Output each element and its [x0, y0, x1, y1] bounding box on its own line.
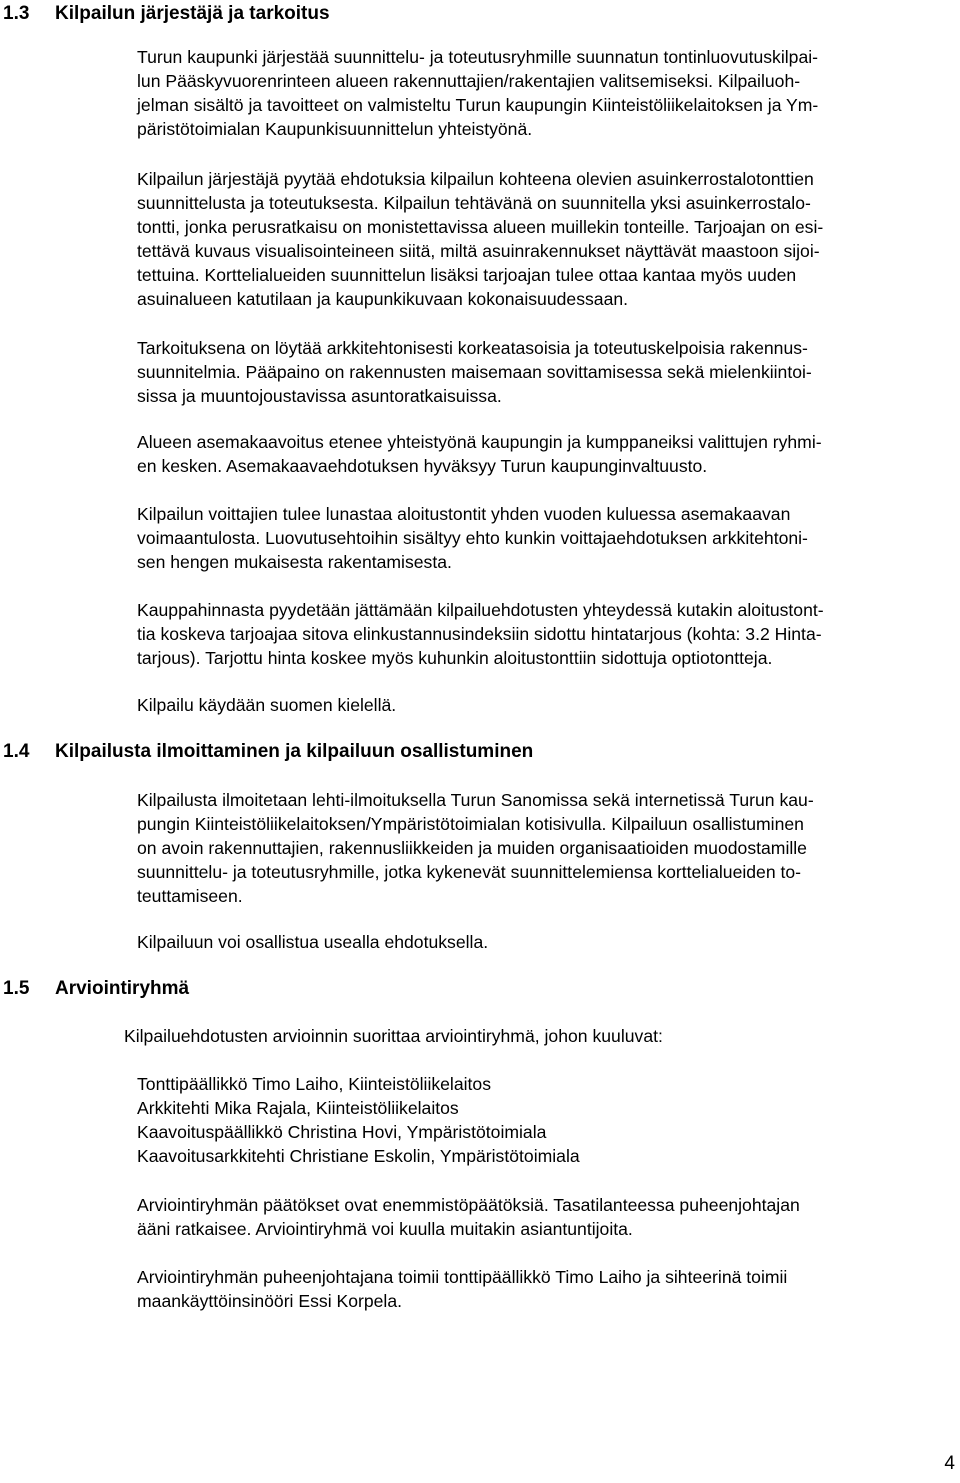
text-line: maankäyttöinsinööri Essi Korpela.	[137, 1291, 403, 1311]
text-line: tettuina. Korttelialueiden suunnittelun lisäksi tarjoajan tulee ottaa kantaa myös uuden	[137, 265, 797, 285]
text-line: tarjous). Tarjottu hinta koskee myös kuhunkin aloitustonttiin sidottuja optiotontteja.	[137, 648, 773, 668]
text-line: Alueen asemakaavoitus etenee yhteistyönä kaupungin ja kumppaneiksi valittujen ryhmi-	[137, 432, 822, 452]
paragraph	[137, 430, 822, 478]
paragraph	[137, 693, 396, 717]
paragraph	[137, 45, 818, 141]
text-line: Kilpailu käydään suomen kielellä.	[137, 695, 397, 715]
text-line: pungin Kiinteistöliikelaitoksen/Ympäristötoimialan kotisivulla. Kilpailuun osallistuminen	[137, 814, 804, 834]
text-line: on avoin rakennuttajien, rakennusliikkeiden ja muiden organisaatioiden muodostamille	[137, 838, 807, 858]
text-line: suunnitelmia. Pääpaino on rakennusten maisemaan sovittamisessa sekä mielenkiintoi-	[137, 362, 812, 382]
text-line: suunnittelusta ja toteutuksesta. Kilpailun tehtävänä on suunnitella yksi asuinkerrostalo-	[137, 193, 811, 213]
text-line: Kilpailun järjestäjä pyytää ehdotuksia kilpailun kohteena olevien asuinkerrostalotonttien	[137, 169, 814, 189]
section-heading-1-5	[3, 977, 189, 1001]
text-line: en kesken. Asemakaavaehdotuksen hyväksyy Turun kaupunginvaltuusto.	[137, 456, 708, 476]
section-heading-1-3	[3, 2, 330, 26]
page-number: 4	[944, 1453, 955, 1474]
text-line: Arviointiryhmän puheenjohtajana toimii tonttipäällikkö Timo Laiho ja sihteerinä toimii	[137, 1267, 788, 1287]
paragraph	[137, 788, 814, 908]
list-item: Tonttipäällikkö Timo Laiho, Kiinteistöliikelaitos	[137, 1074, 492, 1094]
text-line: Turun kaupunki järjestää suunnittelu- ja toteutusryhmille suunnatun tontinluovutuskilpai-	[137, 47, 819, 67]
paragraph	[137, 502, 808, 574]
text-line: lun Pääskyvuorenrinteen alueen rakennuttajien/rakentajien valitsemiseksi. Kilpailuoh-	[137, 71, 801, 91]
paragraph	[124, 1024, 663, 1048]
section-number: 1.4	[3, 741, 30, 762]
text-line: Kauppahinnasta pyydetään jättämään kilpailuehdotusten yhteydessä kutakin aloitustont-	[137, 600, 824, 620]
text-line: sissa ja muuntojoustavissa asuntoratkaisuissa.	[137, 386, 502, 406]
text-line: Kilpailusta ilmoitetaan lehti-ilmoituksella Turun Sanomissa sekä internetissä Turun kau-	[137, 790, 814, 810]
paragraph	[137, 1265, 787, 1313]
text-line: sen hengen mukaisesta rakentamisesta.	[137, 552, 452, 572]
section-heading-1-4	[3, 740, 533, 764]
list-item: Arkkitehti Mika Rajala, Kiinteistöliikelaitos	[137, 1098, 459, 1118]
text-line: Kilpailuehdotusten arvioinnin suorittaa arviointiryhmä, johon kuuluvat:	[124, 1026, 663, 1046]
section-number: 1.5	[3, 978, 30, 999]
text-line: päristötoimialan Kaupunkisuunnittelun yhteistyönä.	[137, 119, 533, 139]
list-item: Kaavoituspäällikkö Christina Hovi, Ympäristötoimiala	[137, 1122, 547, 1142]
text-line: voimaantulosta. Luovutusehtoihin sisältyy ehto kunkin voittajaehdotuksen arkkitehtoni-	[137, 528, 808, 548]
paragraph	[137, 930, 488, 954]
text-line: jelman sisältö ja tavoitteet on valmisteltu Turun kaupungin Kiinteistöliikelaitoksen ja Ym-	[137, 95, 819, 115]
text-line: asuinalueen katutilaan ja kaupunkikuvaan kokonaisuudessaan.	[137, 289, 629, 309]
text-line: Arviointiryhmän päätökset ovat enemmistöpäätöksiä. Tasatilanteessa puheenjohtajan	[137, 1195, 800, 1215]
paragraph	[137, 598, 824, 670]
paragraph	[137, 1193, 800, 1241]
member-list	[137, 1072, 580, 1168]
section-title: Kilpailun järjestäjä ja tarkoitus	[55, 3, 330, 24]
text-line: tettävä kuvaus visualisointeineen siitä, miltä asuinrakennukset näyttävät maastoon sijoi-	[137, 241, 820, 261]
text-line: Tarkoituksena on löytää arkkitehtonisesti korkeatasoisia ja toteutuskelpoisia rakennus-	[137, 338, 808, 358]
section-number: 1.3	[3, 3, 30, 24]
text-line: Kilpailun voittajien tulee lunastaa aloitustontit yhden vuoden kuluessa asemakaavan	[137, 504, 791, 524]
list-item: Kaavoitusarkkitehti Christiane Eskolin, Ympäristötoimiala	[137, 1146, 580, 1166]
text-line: suunnittelu- ja toteutusryhmille, jotka kykenevät suunnittelemiensa korttelialueiden to-	[137, 862, 802, 882]
section-title: Kilpailusta ilmoittaminen ja kilpailuun osallistuminen	[55, 741, 534, 762]
text-line: teuttamiseen.	[137, 886, 243, 906]
text-line: ääni ratkaisee. Arviointiryhmä voi kuulla muitakin asiantuntijoita.	[137, 1219, 633, 1239]
paragraph	[137, 336, 812, 408]
text-line: tontti, jonka perusratkaisu on monistettavissa alueen muillekin tonteille. Tarjoajan on esi-	[137, 217, 824, 237]
section-title: Arviointiryhmä	[55, 978, 190, 999]
text-line: Kilpailuun voi osallistua usealla ehdotuksella.	[137, 932, 489, 952]
paragraph	[137, 167, 823, 311]
text-line: tia koskeva tarjoajaa sitova elinkustannusindeksiin sidottu hintatarjous (kohta: 3.2 Hinta-	[137, 624, 822, 644]
